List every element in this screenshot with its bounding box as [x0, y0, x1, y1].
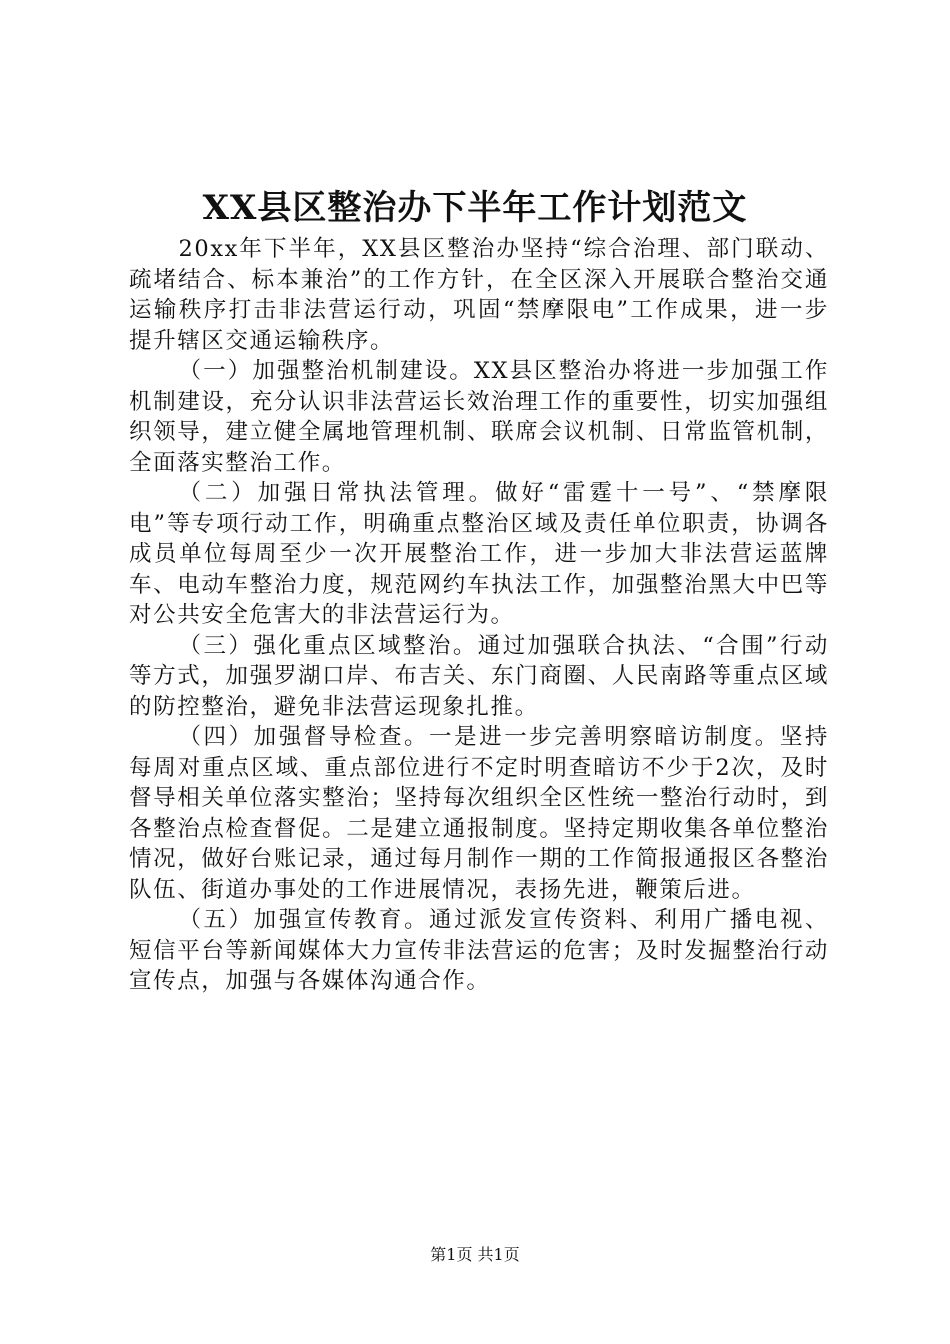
paragraph-section-3: （三）强化重点区域整治。通过加强联合执法、“合围”行动等方式，加强罗湖口岸、布吉关、东门商圈、人民南路等重点区域的防控整治，避免非法营运现象扎推。 [129, 632, 829, 720]
page-footer: 第1页 共1页 [430, 1245, 520, 1264]
document-title: XX县区整治办下半年工作计划范文 [202, 188, 748, 228]
paragraph-intro: 20xx年下半年，XX县区整治办坚持“综合治理、部门联动、疏堵结合、标本兼治”的工作方针，在全区深入开展联合整治交通运输秩序打击非法营运行动，巩固“禁摩限电”工作成果，进一步提升辖区交通运输秩序。 [129, 236, 829, 354]
document-body [129, 234, 829, 997]
paragraph-section-4: （四）加强督导检查。一是进一步完善明察暗访制度。坚持每周对重点区域、重点部位进行不定时明查暗访不少于2次，及时督导相关单位落实整治；坚持每次组织全区性统一整治行动时，到各整治点检查督促。二是建立通报制度。坚持定期收集各单位整治情况，做好台账记录，通过每月制作一期的工作简报通报区各整治队伍、街道办事处的工作进展情况，表扬先进，鞭策后进。 [129, 724, 829, 903]
paragraph-section-1: （一）加强整治机制建设。XX县区整治办将进一步加强工作机制建设，充分认识非法营运长效治理工作的重要性，切实加强组织领导，建立健全属地管理机制、联席会议机制、日常监管机制，全面落实整治工作。 [129, 358, 829, 476]
paragraph-section-5: （五）加强宣传教育。通过派发宣传资料、利用广播电视、短信平台等新闻媒体大力宣传非法营运的危害；及时发掘整治行动宣传点，加强与各媒体沟通合作。 [129, 907, 829, 994]
paragraph-section-2: （二）加强日常执法管理。做好“雷霆十一号”、“禁摩限电”等专项行动工作，明确重点整治区域及责任单位职责，协调各成员单位每周至少一次开展整治工作，进一步加大非法营运蓝牌车、电动车整治力度，规范网约车执法工作，加强整治黑大中巴等对公共安全危害大的非法营运行为。 [129, 480, 829, 628]
